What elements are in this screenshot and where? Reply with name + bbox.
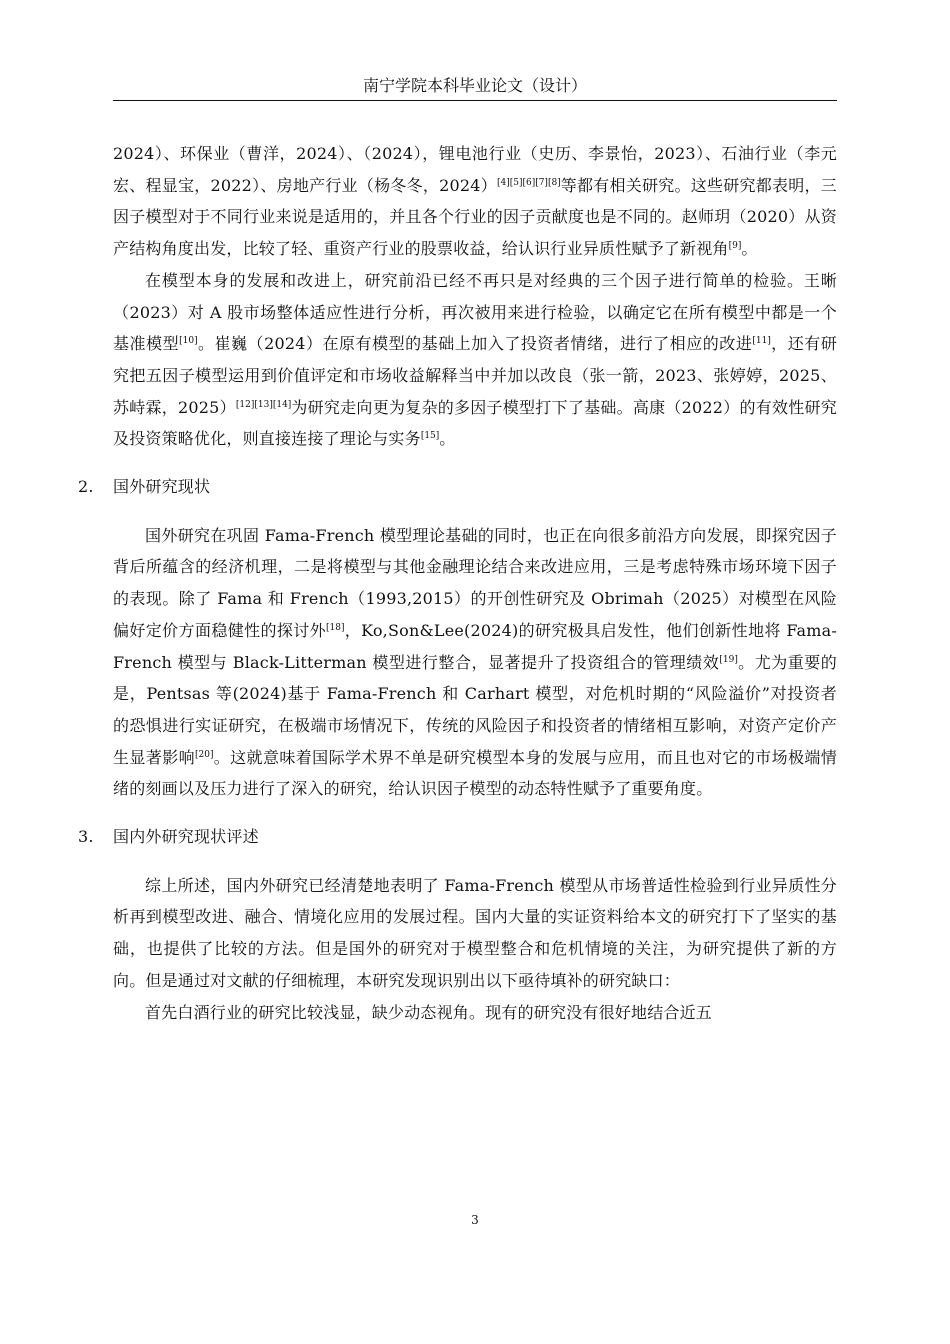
- section-heading-2: [78, 471, 837, 503]
- citation: [15]: [420, 431, 440, 442]
- paragraph-text: 2024）、环保业（曹洋，2024）、（2024），锂电池行业（史历、李景怡，2023）、石油行业（李元宏、程显宝，2022）、房地产行业（杨冬冬，2024）: [113, 144, 837, 195]
- section-heading-3: [78, 821, 837, 853]
- paragraph-text: 。崔巍（2024）在原有模型的基础上加入了投资者情绪，进行了相应的改进: [197, 334, 753, 354]
- citation: [4][5][6][7][8]: [496, 177, 561, 188]
- citation: [11]: [752, 336, 771, 347]
- paragraph-text: 等都有相关研究。这些研究都表明，三因子模型对于不同行业来说是适用的，并且各个行业的因子贡献度也是不同的。赵师玥（2020）从资产结构角度出发，比较了轻、重资产行业的股票收益，给认识行业异质性赋予了新视角: [113, 175, 837, 259]
- page-number: 3: [471, 1213, 479, 1227]
- page-header-title: 南宁学院本科毕业论文（设计）: [362, 76, 587, 95]
- paragraph-1: [113, 138, 837, 265]
- citation: [18]: [326, 622, 345, 633]
- paragraph-text: 。这就意味着国际学术界不单是研究模型本身的发展与应用，而且也对它的市场极端情绪的刻画以及压力进行了深入的研究，给认识因子模型的动态特性赋予了重要角度。: [113, 747, 837, 799]
- paragraph-4: 综上所述，国内外研究已经清楚地表明了 Fama-French 模型从市场普适性检验到行业异质性分析再到模型改进、融合、情境化应用的发展过程。国内大量的实证资料给本文的研究打下了坚实的基础，也提供了比较的方法。但是国外的研究对于模型整合和危机情境的关注，为研究提供了新的方向。但是通过对文献的仔细梳理，本研究发现识别出以下亟待填补的研究缺口：: [113, 875, 837, 990]
- paragraph-3: [113, 520, 837, 805]
- paragraph-text: 国外研究在巩固 Fama-French 模型理论基础的同时，也正在向很多前沿方向发展，即探究因子背后所蕴含的经济机理，二是将模型与其他金融理论结合来改进应用，三是考虑特殊市场环境下因子的表现。除了 Fama 和 French（1993,2015）的开创性研究及 Obrimah（2025）对模型在风险偏好定价方面稳健性的探讨外: [113, 525, 837, 640]
- paragraph-text: 。尤为重要的是，Pentsas 等(2024)基于 Fama-French 和 Carhart 模型，对危机时期的“风险溢价”对投资者的恐惧进行实证研究，在极端市场情况下，传统的风险因子和投资者的情绪相互影响，对资产定价产生显著影响: [113, 652, 838, 767]
- section-title: 国内外研究现状评述: [113, 827, 259, 847]
- paragraph-5: 首先白酒行业的研究比较浅显，缺少动态视角。现有的研究没有很好地结合近五: [145, 1002, 713, 1022]
- citation: [12][13][14]: [235, 399, 292, 410]
- citation: [10]: [179, 336, 198, 347]
- paragraph-2: [113, 265, 837, 455]
- paragraph-text: 为研究走向更为复杂的多因子模型打下了基础。高康（2022）的有效性研究及投资策略优化，则直接连接了理论与实务: [113, 397, 837, 449]
- citation: [9]: [728, 241, 742, 252]
- paragraph-text: ，还有研究把五因子模型运用到价值评定和市场收益解释当中并加以改良（张一箭，2023、张婷婷，2025、苏峙霖，2025）: [113, 334, 837, 417]
- section-number: 2.: [78, 477, 94, 497]
- paragraph-text: ，Ko,Son&Lee(2024)的研究极具启发性，他们创新性地将 Fama-French 模型与 Black-Litterman 模型进行整合，显著提升了投资组合的管理绩效: [113, 620, 837, 672]
- citation: [20]: [195, 749, 214, 760]
- citation: [19]: [719, 654, 738, 665]
- body-text: [78, 138, 838, 1028]
- section-number: 3.: [78, 827, 94, 847]
- paragraph-text: 。: [439, 429, 456, 449]
- paragraph-text: 。: [741, 239, 758, 259]
- section-title: 国外研究现状: [113, 477, 211, 497]
- paragraph-text: 在模型本身的发展和改进上，研究前沿已经不再只是对经典的三个因子进行简单的检验。王晰（2023）对 A 股市场整体适应性进行分析，再次被用来进行检验，以确定它在所有模型中都是一个基准模型: [113, 270, 837, 354]
- header-rule: [113, 100, 837, 101]
